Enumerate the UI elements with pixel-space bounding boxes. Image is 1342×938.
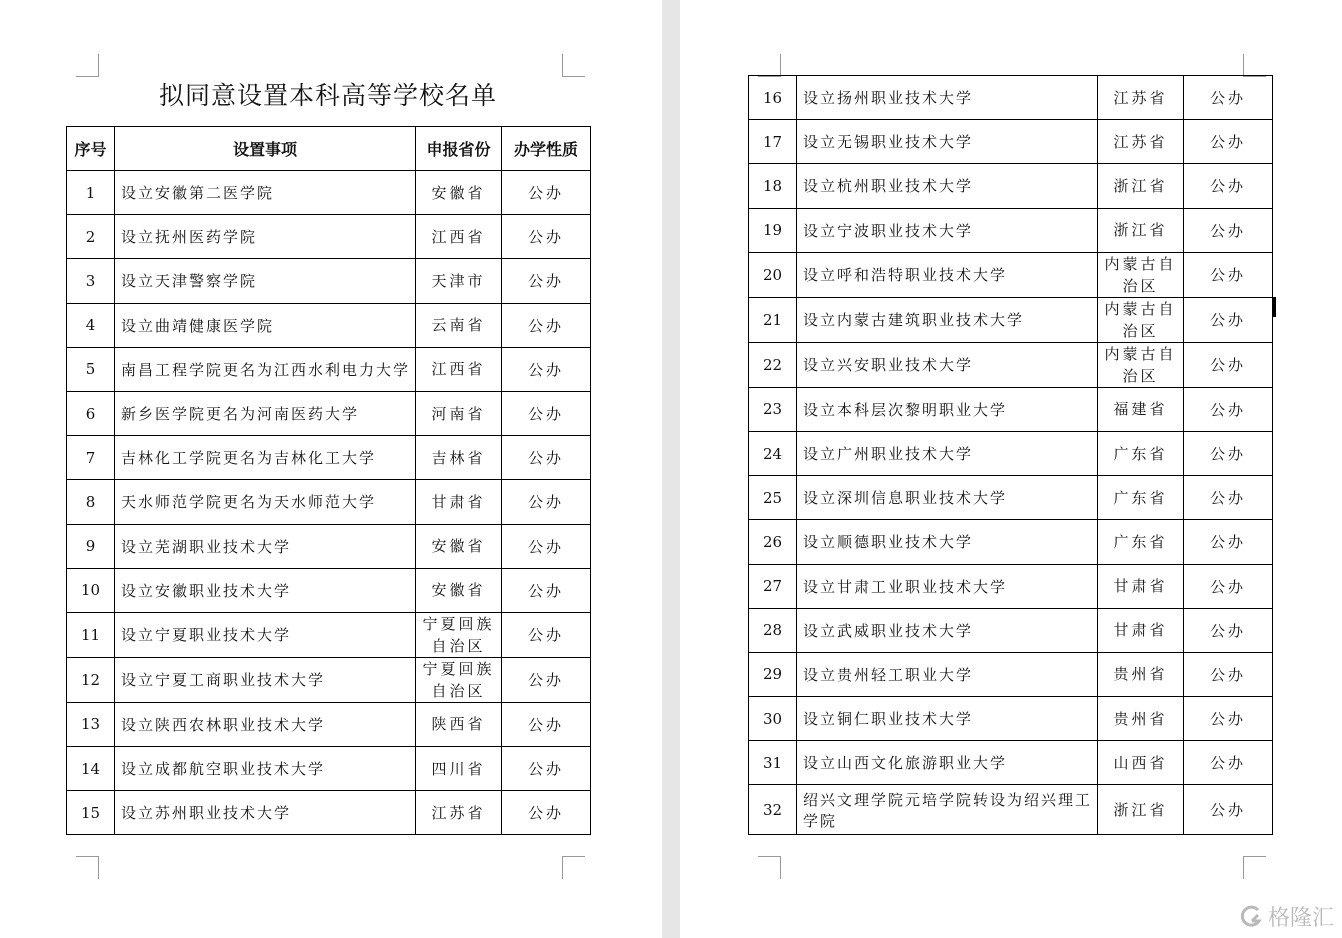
row-number: 15 <box>67 791 115 835</box>
row-item: 设立陕西农林职业技术大学 <box>115 702 416 746</box>
table-row <box>67 524 591 568</box>
row-province: 江苏省 <box>1098 76 1184 120</box>
header-type: 办学性质 <box>502 127 591 171</box>
row-number: 23 <box>749 387 797 431</box>
row-number: 19 <box>749 208 797 252</box>
row-item: 设立深圳信息职业技术大学 <box>797 476 1098 520</box>
table-row <box>67 747 591 791</box>
row-province: 安徽省 <box>416 171 502 215</box>
row-number: 7 <box>67 436 115 480</box>
row-province: 甘肃省 <box>1098 608 1184 652</box>
row-item: 设立抚州医药学院 <box>115 215 416 259</box>
row-province: 广东省 <box>1098 520 1184 564</box>
row-item: 设立杭州职业技术大学 <box>797 164 1098 208</box>
table-row <box>67 215 591 259</box>
row-number: 12 <box>67 657 115 702</box>
row-province: 浙江省 <box>1098 208 1184 252</box>
row-item: 设立铜仁职业技术大学 <box>797 697 1098 741</box>
table-row <box>67 171 591 215</box>
row-province: 吉林省 <box>416 436 502 480</box>
table-row <box>749 608 1273 652</box>
row-type: 公办 <box>502 259 591 303</box>
row-province: 浙江省 <box>1098 785 1184 835</box>
row-item: 天水师范学院更名为天水师范大学 <box>115 480 416 524</box>
row-item: 新乡医学院更名为河南医药大学 <box>115 391 416 435</box>
row-province: 浙江省 <box>1098 164 1184 208</box>
row-number: 32 <box>749 785 797 835</box>
table-row <box>67 702 591 746</box>
table-header-row <box>67 127 591 171</box>
row-type: 公办 <box>1184 476 1273 520</box>
row-item: 设立贵州轻工职业大学 <box>797 652 1098 696</box>
row-type: 公办 <box>1184 164 1273 208</box>
table-row <box>749 431 1273 475</box>
row-type: 公办 <box>1184 520 1273 564</box>
row-province: 广东省 <box>1098 476 1184 520</box>
table-row <box>749 164 1273 208</box>
row-type: 公办 <box>502 791 591 835</box>
row-number: 2 <box>67 215 115 259</box>
row-item: 设立兴安职业技术大学 <box>797 342 1098 387</box>
row-type: 公办 <box>502 171 591 215</box>
table-row <box>67 568 591 612</box>
row-number: 18 <box>749 164 797 208</box>
table-row <box>67 791 591 835</box>
row-number: 25 <box>749 476 797 520</box>
row-type: 公办 <box>502 215 591 259</box>
header-item: 设置事项 <box>115 127 416 171</box>
row-number: 1 <box>67 171 115 215</box>
row-item: 设立顺德职业技术大学 <box>797 520 1098 564</box>
row-type: 公办 <box>502 747 591 791</box>
row-item: 设立山西文化旅游职业大学 <box>797 741 1098 785</box>
text-cursor <box>1272 297 1276 317</box>
row-province: 江苏省 <box>416 791 502 835</box>
crop-mark-bottom-right <box>1243 856 1266 879</box>
row-item: 南昌工程学院更名为江西水利电力大学 <box>115 347 416 391</box>
row-province: 安徽省 <box>416 568 502 612</box>
row-item: 设立本科层次黎明职业大学 <box>797 387 1098 431</box>
row-type: 公办 <box>502 303 591 347</box>
row-province: 江西省 <box>416 215 502 259</box>
row-item: 设立宁夏职业技术大学 <box>115 612 416 657</box>
row-number: 4 <box>67 303 115 347</box>
row-item: 设立成都航空职业技术大学 <box>115 747 416 791</box>
row-item: 设立宁波职业技术大学 <box>797 208 1098 252</box>
row-type: 公办 <box>1184 252 1273 297</box>
table-row <box>67 347 591 391</box>
table-row <box>749 387 1273 431</box>
table-row <box>749 697 1273 741</box>
row-item: 吉林化工学院更名为吉林化工大学 <box>115 436 416 480</box>
watermark-text: 格隆汇 <box>1267 906 1334 931</box>
row-number: 24 <box>749 431 797 475</box>
row-province: 江苏省 <box>1098 120 1184 164</box>
row-type: 公办 <box>1184 120 1273 164</box>
row-number: 17 <box>749 120 797 164</box>
row-item: 设立扬州职业技术大学 <box>797 76 1098 120</box>
row-number: 30 <box>749 697 797 741</box>
table-row <box>749 520 1273 564</box>
row-number: 29 <box>749 652 797 696</box>
table-row <box>67 612 591 657</box>
crop-mark-bottom-right <box>562 856 585 879</box>
row-type: 公办 <box>502 436 591 480</box>
row-item: 绍兴文理学院元培学院转设为绍兴理工学院 <box>797 785 1098 835</box>
row-type: 公办 <box>502 657 591 702</box>
watermark-logo <box>1238 901 1334 932</box>
row-type: 公办 <box>1184 608 1273 652</box>
row-number: 9 <box>67 524 115 568</box>
table-row <box>749 564 1273 608</box>
row-item: 设立武威职业技术大学 <box>797 608 1098 652</box>
row-province: 内蒙古自治区 <box>1098 252 1184 297</box>
row-province: 山西省 <box>1098 741 1184 785</box>
row-type: 公办 <box>502 612 591 657</box>
row-province: 宁夏回族自治区 <box>416 657 502 702</box>
row-province: 内蒙古自治区 <box>1098 297 1184 342</box>
table-body-right <box>749 76 1273 835</box>
table-row <box>67 303 591 347</box>
table-row <box>749 652 1273 696</box>
table-row <box>67 657 591 702</box>
row-number: 8 <box>67 480 115 524</box>
row-province: 贵州省 <box>1098 697 1184 741</box>
row-province: 甘肃省 <box>416 480 502 524</box>
row-number: 14 <box>67 747 115 791</box>
row-item: 设立安徽职业技术大学 <box>115 568 416 612</box>
row-item: 设立甘肃工业职业技术大学 <box>797 564 1098 608</box>
crop-mark-bottom-left <box>76 856 99 879</box>
table-row <box>67 436 591 480</box>
table-row <box>749 785 1273 835</box>
row-province: 安徽省 <box>416 524 502 568</box>
row-type: 公办 <box>502 347 591 391</box>
table-row <box>749 297 1273 342</box>
row-item: 设立曲靖健康医学院 <box>115 303 416 347</box>
school-list-table-left <box>66 126 591 835</box>
table-row <box>749 476 1273 520</box>
row-type: 公办 <box>502 524 591 568</box>
header-no: 序号 <box>67 127 115 171</box>
table-row <box>749 76 1273 120</box>
row-type: 公办 <box>502 568 591 612</box>
row-type: 公办 <box>1184 741 1273 785</box>
row-province: 甘肃省 <box>1098 564 1184 608</box>
row-province: 广东省 <box>1098 431 1184 475</box>
row-item: 设立宁夏工商职业技术大学 <box>115 657 416 702</box>
row-number: 31 <box>749 741 797 785</box>
header-province: 申报省份 <box>416 127 502 171</box>
table-row <box>749 208 1273 252</box>
table-row <box>749 741 1273 785</box>
row-type: 公办 <box>502 391 591 435</box>
table-row <box>67 259 591 303</box>
row-type: 公办 <box>502 702 591 746</box>
row-item: 设立广州职业技术大学 <box>797 431 1098 475</box>
table-row <box>749 252 1273 297</box>
watermark-logo-icon <box>1238 904 1264 930</box>
crop-mark-top-left <box>76 54 99 77</box>
row-item: 设立芜湖职业技术大学 <box>115 524 416 568</box>
row-type: 公办 <box>1184 76 1273 120</box>
crop-mark-top-right <box>1243 54 1266 77</box>
row-item: 设立无锡职业技术大学 <box>797 120 1098 164</box>
row-province: 天津市 <box>416 259 502 303</box>
row-province: 内蒙古自治区 <box>1098 342 1184 387</box>
row-number: 13 <box>67 702 115 746</box>
row-type: 公办 <box>1184 652 1273 696</box>
crop-mark-top-right <box>562 54 585 77</box>
row-item: 设立安徽第二医学院 <box>115 171 416 215</box>
row-item: 设立呼和浩特职业技术大学 <box>797 252 1098 297</box>
document-title: 拟同意设置本科高等学校名单 <box>158 81 497 110</box>
row-province: 陕西省 <box>416 702 502 746</box>
row-item: 设立天津警察学院 <box>115 259 416 303</box>
row-province: 河南省 <box>416 391 502 435</box>
row-number: 21 <box>749 297 797 342</box>
row-province: 云南省 <box>416 303 502 347</box>
row-province: 江西省 <box>416 347 502 391</box>
school-list-table-right <box>748 75 1273 835</box>
row-type: 公办 <box>1184 697 1273 741</box>
table-row <box>67 480 591 524</box>
row-number: 27 <box>749 564 797 608</box>
row-type: 公办 <box>1184 342 1273 387</box>
row-item: 设立苏州职业技术大学 <box>115 791 416 835</box>
crop-mark-top-left <box>758 54 781 77</box>
row-province: 宁夏回族自治区 <box>416 612 502 657</box>
table-row <box>749 120 1273 164</box>
row-number: 28 <box>749 608 797 652</box>
row-type: 公办 <box>502 480 591 524</box>
row-number: 6 <box>67 391 115 435</box>
table-body-left <box>67 171 591 835</box>
row-type: 公办 <box>1184 785 1273 835</box>
row-number: 11 <box>67 612 115 657</box>
table-row <box>67 391 591 435</box>
row-type: 公办 <box>1184 208 1273 252</box>
row-province: 贵州省 <box>1098 652 1184 696</box>
row-number: 3 <box>67 259 115 303</box>
row-type: 公办 <box>1184 564 1273 608</box>
row-number: 20 <box>749 252 797 297</box>
table-row <box>749 342 1273 387</box>
row-number: 16 <box>749 76 797 120</box>
crop-mark-bottom-left <box>758 856 781 879</box>
row-type: 公办 <box>1184 297 1273 342</box>
row-item: 设立内蒙古建筑职业技术大学 <box>797 297 1098 342</box>
row-number: 10 <box>67 568 115 612</box>
row-type: 公办 <box>1184 431 1273 475</box>
row-province: 福建省 <box>1098 387 1184 431</box>
row-number: 22 <box>749 342 797 387</box>
row-type: 公办 <box>1184 387 1273 431</box>
row-number: 5 <box>67 347 115 391</box>
row-province: 四川省 <box>416 747 502 791</box>
row-number: 26 <box>749 520 797 564</box>
